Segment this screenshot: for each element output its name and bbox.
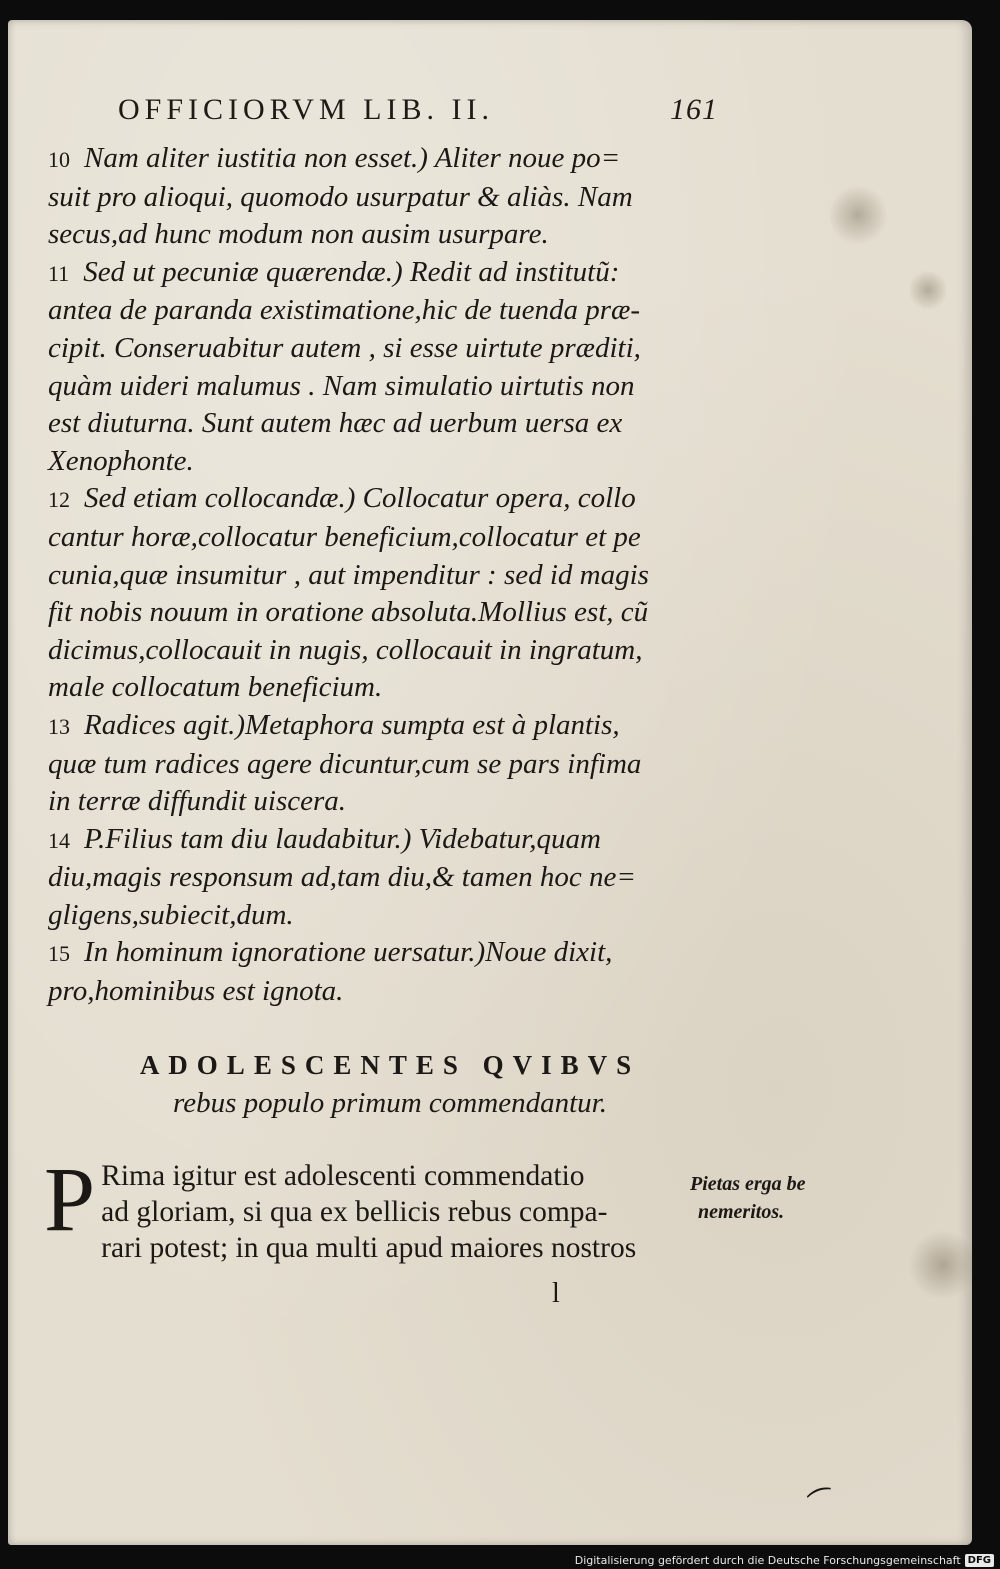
note-number: 13	[48, 713, 70, 739]
dfg-logo: DFG	[965, 1554, 994, 1567]
note-line: diu,magis responsum ad,tam diu,& tamen hoc ne=	[48, 861, 636, 894]
credit-text: Digitalisierung gefördert durch die Deutsche Forschungsgemeinschaft	[574, 1554, 961, 1567]
note-line	[48, 254, 708, 293]
main-text-line: rari potest; in qua multi apud maiores nostros	[101, 1232, 637, 1264]
stain	[908, 1230, 978, 1300]
note-line: cunia,quæ insumitur , aut impenditur : sed id magis	[48, 558, 649, 591]
commentary-note	[48, 480, 708, 707]
note-line: antea de paranda existimatione,hic de tuenda præ-	[48, 294, 640, 327]
marginal-note	[690, 1170, 865, 1226]
note-number: 10	[48, 147, 70, 172]
ink-mark: ⁀	[807, 1485, 840, 1524]
note-lemma: P.Filius tam diu laudabitur.) Videbatur,quam	[84, 822, 601, 855]
main-text-line: Rima igitur est adolescenti commendatio	[101, 1160, 585, 1192]
commentary-note	[48, 140, 708, 254]
note-line: male collocatum beneficium.	[48, 671, 383, 704]
note-line	[48, 934, 708, 973]
note-line: pro,hominibus est ignota.	[48, 975, 344, 1008]
main-text-line: ad gloriam, si qua ex bellicis rebus compa-	[101, 1196, 608, 1228]
marginal-note-line: Pietas erga be	[690, 1173, 806, 1195]
main-text	[44, 1148, 689, 1266]
note-line	[48, 480, 708, 519]
note-line	[48, 140, 708, 179]
note-number: 14	[48, 827, 70, 853]
note-lemma: Nam aliter iustitia non esset.) Aliter noue po=	[84, 142, 621, 174]
stain	[828, 185, 888, 245]
signature-mark: l	[552, 1278, 560, 1309]
note-number: 15	[48, 941, 70, 967]
note-line: suit pro alioqui, quomodo usurpatur & aliàs. Nam	[48, 180, 633, 213]
stain	[908, 270, 948, 310]
page-number: 161	[670, 93, 718, 126]
running-head-title: OFFICIORVM LIB. II.	[118, 93, 494, 126]
marginal-note-line: nemeritos.	[698, 1201, 785, 1223]
commentary-notes	[48, 140, 708, 1011]
note-line: cipit. Conseruabitur autem , si esse uirtute præditi,	[48, 331, 641, 364]
note-line: est diuturna. Sunt autem hæc ad uerbum uersa ex	[48, 407, 623, 440]
note-line: cantur horæ,collocatur beneficium,collocatur et pe	[48, 520, 641, 553]
note-line: gligens,subiecit,dum.	[48, 898, 294, 931]
note-line: quæ tum radices agere dicuntur,cum se pars infima	[48, 747, 642, 780]
note-line: Xenophonte.	[48, 444, 194, 477]
section-heading-italic: rebus populo primum commendantur.	[173, 1087, 607, 1119]
note-line: dicimus,collocauit in nugis, collocauit in ingratum,	[48, 633, 643, 666]
commentary-note	[48, 934, 708, 1010]
digitization-credit	[575, 1554, 994, 1567]
note-line: in terræ diffundit uiscera.	[48, 785, 347, 818]
note-line	[48, 821, 708, 860]
note-lemma: Sed etiam collocandæ.) Collocatur opera, collo	[84, 482, 636, 515]
running-head	[118, 93, 718, 127]
commentary-note	[48, 254, 708, 481]
note-number: 11	[48, 260, 70, 286]
commentary-note	[48, 707, 708, 821]
section-heading-caps: ADOLESCENTES QVIBVS	[139, 1050, 641, 1080]
note-lemma: In hominum ignoratione uersatur.)Noue dixit,	[84, 936, 613, 969]
commentary-note	[48, 821, 708, 935]
note-line: secus,ad hunc modum non ausim usurpare.	[48, 218, 549, 251]
section-heading	[60, 1050, 720, 1120]
note-line: fit nobis nouum in oratione absoluta.Mollius est, cũ	[48, 596, 649, 629]
note-number: 12	[48, 487, 70, 513]
note-lemma: Sed ut pecuniæ quærendæ.) Redit ad institutũ:	[83, 255, 620, 288]
note-line	[48, 707, 708, 746]
note-lemma: Radices agit.)Metaphora sumpta est à plantis,	[84, 708, 620, 741]
note-line: quàm uideri malumus . Nam simulatio uirtutis non	[48, 369, 635, 402]
drop-cap: P	[44, 1148, 96, 1250]
